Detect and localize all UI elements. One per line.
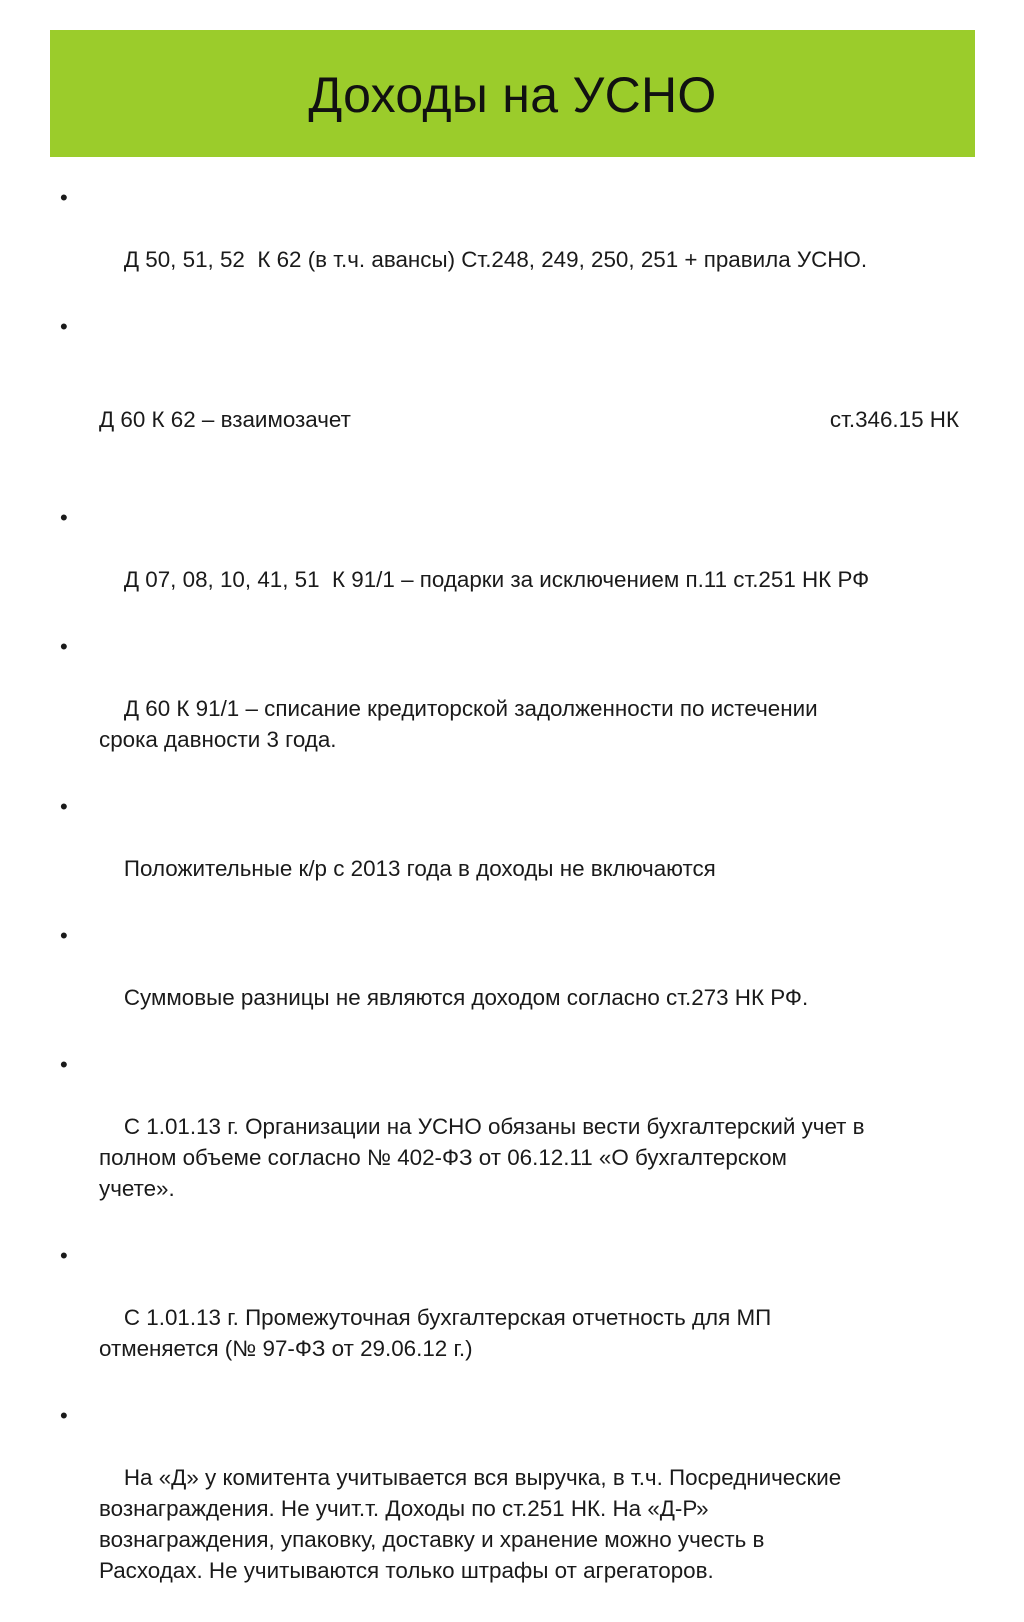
list-item-text: Суммовые разницы не являются доходом согласно ст.273 НК РФ. bbox=[123, 985, 809, 1010]
list-item-text: Положительные к/р с 2013 года в доходы не включаются bbox=[123, 856, 716, 881]
list-item bbox=[60, 502, 980, 626]
list-item bbox=[60, 1240, 980, 1395]
bullet-icon: • bbox=[60, 185, 68, 210]
bullet-icon: • bbox=[60, 794, 68, 819]
bullet-icon: • bbox=[60, 505, 68, 530]
list-item bbox=[60, 182, 980, 306]
bullet-icon: • bbox=[60, 634, 68, 659]
list-item-text: Д 60 К 62 – взаимозачет bbox=[99, 407, 351, 432]
list-item bbox=[60, 1049, 980, 1235]
list-item bbox=[60, 631, 980, 786]
bullet-icon: • bbox=[60, 1243, 68, 1268]
list-item-text: С 1.01.13 г. Промежуточная бухгалтерская отчетность для МП отменяется (№ 97-ФЗ от 29.06.12 г.) bbox=[99, 1305, 772, 1361]
list-item-split bbox=[99, 404, 959, 435]
list-item bbox=[60, 791, 980, 915]
title-band bbox=[50, 30, 975, 157]
bullet-icon: • bbox=[60, 1403, 68, 1428]
list-item-text: Д 60 К 91/1 – списание кредиторской задолженности по истечении срока давности 3 года. bbox=[99, 696, 818, 752]
bullet-icon: • bbox=[60, 923, 68, 948]
bullet-list bbox=[60, 182, 980, 1622]
bullet-icon: • bbox=[60, 314, 68, 339]
slide-title: Доходы на УСНО bbox=[308, 66, 717, 123]
list-item bbox=[60, 1400, 980, 1617]
list-item bbox=[60, 920, 980, 1044]
list-item-text: Д 07, 08, 10, 41, 51 К 91/1 – подарки за исключением п.11 ст.251 НК РФ bbox=[123, 567, 870, 592]
list-item-text: На «Д» у комитента учитывается вся выручка, в т.ч. Посреднические вознаграждения. Не учит.т. Доходы по ст.251 НК. На «Д-Р» вознаграждения, упаковку, доставку и хранение можно учесть в Расходах. Не учитываются только штрафы от агрегаторов. bbox=[99, 1465, 842, 1583]
list-item-reference: ст.346.15 НК bbox=[829, 407, 959, 432]
list-item-text: С 1.01.13 г. Организации на УСНО обязаны вести бухгалтерский учет в полном объеме согласно № 402-ФЗ от 06.12.11 «О бухгалтерском учете». bbox=[99, 1114, 865, 1201]
list-item bbox=[60, 311, 980, 497]
bullet-icon: • bbox=[60, 1052, 68, 1077]
list-item-text: Д 50, 51, 52 К 62 (в т.ч. авансы) Ст.248, 249, 250, 251 + правила УСНО. bbox=[123, 247, 868, 272]
